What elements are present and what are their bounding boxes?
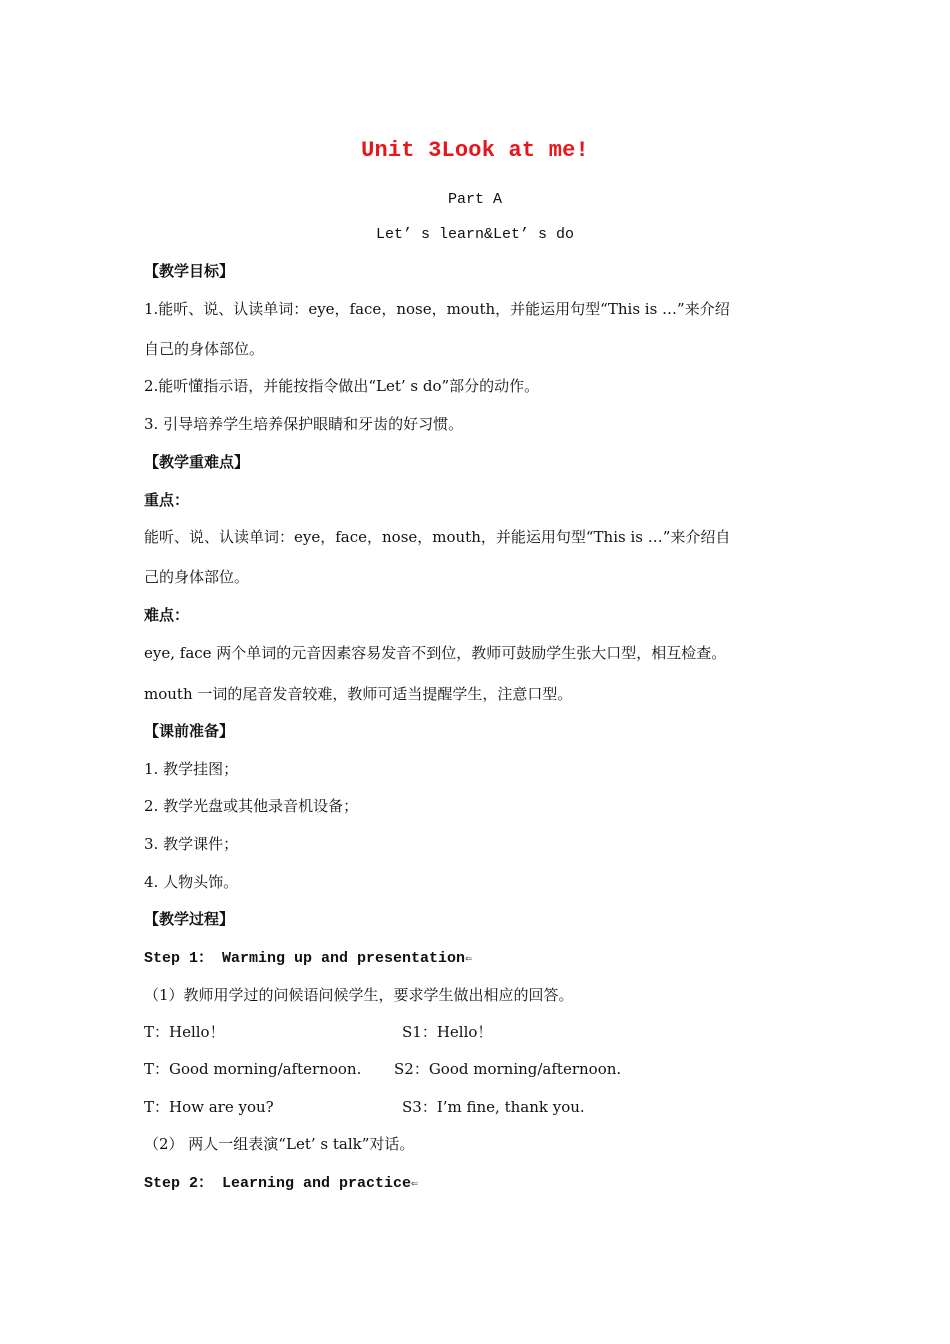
process-heading: 【教学过程】: [144, 910, 235, 928]
teacher-line: T：Hello！: [144, 1023, 225, 1041]
objective-1-line-1: 1.能听、说、认读单词：eye，face，nose，mouth，并能运用句型“This is …”来介绍: [144, 300, 730, 318]
paragraph-mark: ⇐: [411, 1177, 419, 1191]
objective-1-line-2: 自己的身体部位。: [144, 340, 265, 358]
step-1-heading: [144, 946, 804, 967]
focus-line-1: 能听、说、认读单词：eye，face，nose，mouth，并能运用句型“This is …”来介绍自: [144, 528, 731, 546]
objectives-heading: 【教学目标】: [144, 262, 235, 280]
paragraph-mark: ⇐: [465, 952, 473, 966]
objective-3: 3. 引导培养学生培养保护眼睛和牙齿的好习惯。: [144, 415, 464, 433]
focus-line-2: 己的身体部位。: [144, 568, 250, 586]
step-1-text: Step 1： Warming up and presentation: [144, 950, 466, 967]
step-1-sub-1: （1）教师用学过的问候语问候学生，要求学生做出相应的回答。: [144, 986, 574, 1004]
preparation-item-1: 1. 教学挂图；: [144, 760, 239, 778]
preparation-item-4: 4. 人物头饰。: [144, 873, 239, 891]
student-line: S1：Hello！: [402, 1023, 493, 1041]
preparation-heading: 【课前准备】: [144, 722, 235, 740]
page-title: Unit 3Look at me!: [361, 138, 589, 163]
preparation-item-3: 3. 教学课件；: [144, 835, 239, 853]
teacher-line: T：How are you?: [144, 1098, 274, 1116]
difficulty-line-2: mouth 一词的尾音发音较难，教师可适当提醒学生，注意口型。: [144, 685, 573, 703]
teacher-line: T：Good morning/afternoon.: [144, 1060, 362, 1078]
keypoints-heading: 【教学重难点】: [144, 453, 250, 471]
step-2-heading: [144, 1171, 804, 1192]
focus-label: 重点：: [144, 491, 190, 509]
dialog-row-1: [144, 1021, 804, 1042]
dialog-row-3: [144, 1096, 804, 1117]
dialog-row-2: [144, 1058, 804, 1079]
preparation-item-2: 2. 教学光盘或其他录音机设备；: [144, 797, 359, 815]
step-2-text: Step 2： Learning and practice: [144, 1175, 412, 1192]
student-line: S2：Good morning/afternoon.: [394, 1060, 622, 1078]
lesson-title: Let’ s learn&Let’ s do: [375, 226, 575, 243]
difficulty-line-1: eye, face 两个单词的元音因素容易发音不到位，教师可鼓励学生张大口型，相互检查。: [144, 644, 727, 662]
student-line: S3：I’m fine, thank you.: [402, 1098, 585, 1116]
difficulty-label: 难点：: [144, 606, 190, 624]
part-label: Part A: [447, 191, 502, 208]
objective-2: 2.能听懂指示语，并能按指令做出“Let’ s do”部分的动作。: [144, 377, 540, 395]
step-1-sub-2: （2） 两人一组表演“Let’ s talk”对话。: [144, 1135, 415, 1153]
